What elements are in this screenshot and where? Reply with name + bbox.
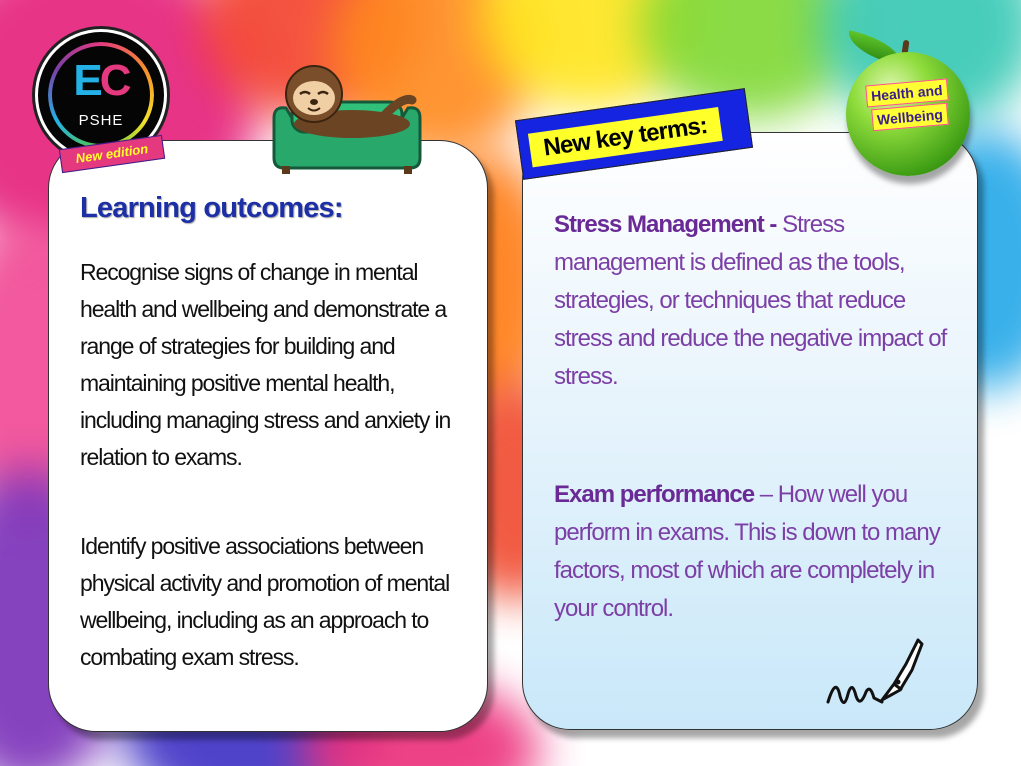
sloth-on-sofa-icon [252,56,442,176]
health-and-wellbeing-apple-badge [840,30,976,182]
term-definition: – How well you perform in exams. This is down to many factors, most of which are completely in your control. [554,481,940,622]
topic-line-1: Health and [865,78,948,107]
learning-outcomes-heading: Learning outcomes: [80,192,343,224]
learning-outcome-2: Identify positive associations between physical activity and promotion of mental wellbeing, including as an approach to combating exam stress. [80,533,450,670]
apple-icon [846,52,970,176]
new-edition-badge: New edition [59,135,165,173]
learning-outcome-1: Recognise signs of change in mental health and wellbeing and demonstrate a range of strategies for building and maintaining positive mental health, including managing stress and anxiety in relation to exams. [80,259,451,470]
key-term-exam-performance [554,476,954,628]
topic-line-2: Wellbeing [871,103,948,132]
banner-label: New key terms: [528,107,723,167]
term-title: Exam performance [554,481,755,508]
term-title: Stress Management - [554,211,777,238]
fountain-pen-signature-icon [826,636,926,712]
logo-letters: EC [73,56,129,105]
key-term-stress-management [554,206,954,396]
term-definition: Stress management is defined as the tools, strategies, or techniques that reduce stress and reduce the negative impact of stress. [554,211,947,390]
logo-subtitle: PSHE [78,112,124,129]
